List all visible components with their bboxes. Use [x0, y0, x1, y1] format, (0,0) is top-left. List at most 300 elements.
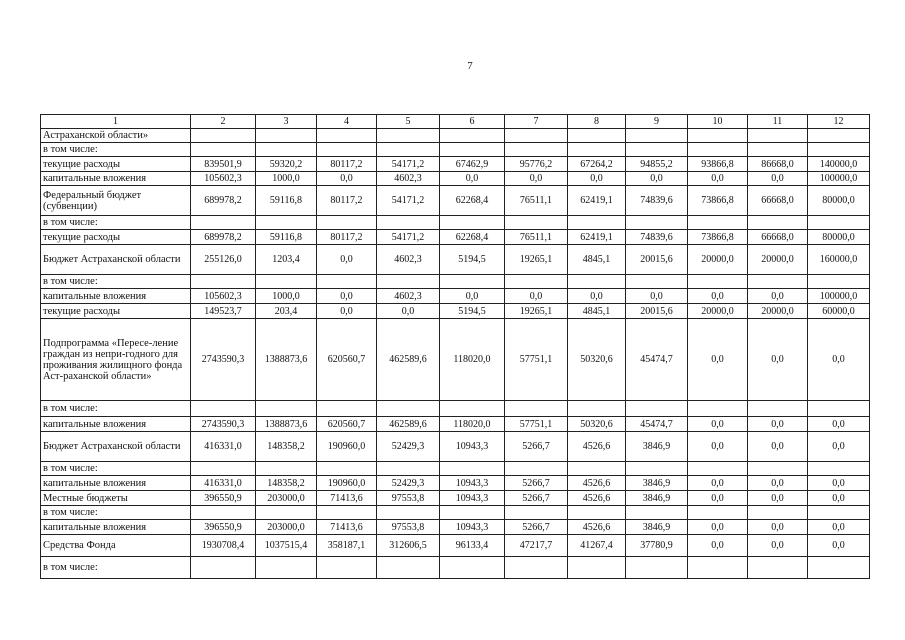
- table-cell: 73866,8: [688, 230, 748, 245]
- table-cell: 67264,2: [568, 157, 626, 172]
- table-cell: 148358,2: [256, 432, 317, 462]
- table-cell: 118020,0: [440, 319, 505, 401]
- table-cell: 4526,6: [568, 520, 626, 535]
- table-cell: 0,0: [688, 520, 748, 535]
- table-cell: 0,0: [808, 520, 870, 535]
- table-row: [41, 216, 870, 230]
- table-cell: 80000,0: [808, 186, 870, 216]
- table-cell: 10943,3: [440, 520, 505, 535]
- table-cell: [256, 143, 317, 157]
- table-cell: 0,0: [440, 289, 505, 304]
- table-cell: 20015,6: [626, 304, 688, 319]
- table-cell: [440, 401, 505, 417]
- table-cell: 93866,8: [688, 157, 748, 172]
- table-cell: 0,0: [688, 491, 748, 506]
- table-cell: [377, 557, 440, 579]
- table-cell: 86668,0: [748, 157, 808, 172]
- table-cell: 19265,1: [505, 245, 568, 275]
- table-cell: 0,0: [808, 319, 870, 401]
- row-label: Подпрограмма «Пересе-ление граждан из непри-годного для проживания жилищного фонда Аст-раханской области»: [41, 319, 191, 401]
- table-row: [41, 476, 870, 491]
- table-cell: 0,0: [748, 535, 808, 557]
- table-cell: 3846,9: [626, 520, 688, 535]
- table-cell: 396550,9: [191, 520, 256, 535]
- table-cell: [377, 216, 440, 230]
- table-cell: [626, 557, 688, 579]
- table-cell: [688, 129, 748, 143]
- table-cell: 0,0: [688, 417, 748, 432]
- row-label: в том числе:: [41, 401, 191, 417]
- table-cell: [748, 129, 808, 143]
- table-cell: 839501,9: [191, 157, 256, 172]
- table-cell: [505, 216, 568, 230]
- table-cell: 396550,9: [191, 491, 256, 506]
- column-header-row: [41, 115, 870, 129]
- table-cell: 4845,1: [568, 304, 626, 319]
- table-cell: [317, 216, 377, 230]
- table-cell: [505, 401, 568, 417]
- table-cell: [505, 129, 568, 143]
- table-cell: 95776,2: [505, 157, 568, 172]
- table-cell: 0,0: [688, 172, 748, 186]
- table-cell: [440, 275, 505, 289]
- table-cell: 190960,0: [317, 476, 377, 491]
- table-row: [41, 172, 870, 186]
- table-cell: 0,0: [317, 304, 377, 319]
- row-label: текущие расходы: [41, 304, 191, 319]
- table-cell: 74839,6: [626, 230, 688, 245]
- table-cell: 57751,1: [505, 417, 568, 432]
- table-cell: [191, 557, 256, 579]
- table-row: [41, 462, 870, 476]
- table-cell: 105602,3: [191, 172, 256, 186]
- table-cell: 62419,1: [568, 186, 626, 216]
- table-cell: 1000,0: [256, 172, 317, 186]
- table-cell: 0,0: [568, 289, 626, 304]
- table-cell: 4845,1: [568, 245, 626, 275]
- table-row: [41, 491, 870, 506]
- table-row: [41, 230, 870, 245]
- table-cell: [505, 143, 568, 157]
- table-cell: [748, 143, 808, 157]
- table-cell: 45474,7: [626, 417, 688, 432]
- table-cell: 74839,6: [626, 186, 688, 216]
- table-cell: [568, 462, 626, 476]
- table-cell: [191, 216, 256, 230]
- table-cell: 1037515,4: [256, 535, 317, 557]
- table-cell: [748, 462, 808, 476]
- table-cell: 71413,6: [317, 491, 377, 506]
- table-cell: [317, 401, 377, 417]
- table-cell: [626, 275, 688, 289]
- table-cell: 0,0: [748, 172, 808, 186]
- table-cell: 20000,0: [748, 245, 808, 275]
- table-cell: [688, 557, 748, 579]
- table-cell: [191, 462, 256, 476]
- table-cell: [440, 143, 505, 157]
- table-cell: [808, 129, 870, 143]
- table-cell: 1930708,4: [191, 535, 256, 557]
- table-cell: [505, 506, 568, 520]
- table-cell: [191, 275, 256, 289]
- table-cell: 0,0: [688, 535, 748, 557]
- table-body: [41, 115, 870, 579]
- table-cell: 2743590,3: [191, 319, 256, 401]
- row-label: в том числе:: [41, 216, 191, 230]
- table-cell: [688, 462, 748, 476]
- table-cell: 59116,8: [256, 186, 317, 216]
- table-cell: [808, 557, 870, 579]
- row-label: Бюджет Астраханской области: [41, 432, 191, 462]
- table-cell: 41267,4: [568, 535, 626, 557]
- table-cell: [626, 462, 688, 476]
- table-cell: 59116,8: [256, 230, 317, 245]
- table-cell: 0,0: [748, 476, 808, 491]
- table-cell: 50320,6: [568, 319, 626, 401]
- table-cell: 0,0: [748, 432, 808, 462]
- table-cell: [688, 506, 748, 520]
- table-cell: [191, 143, 256, 157]
- table-cell: 0,0: [688, 476, 748, 491]
- table-cell: [256, 129, 317, 143]
- table-cell: [568, 129, 626, 143]
- table-cell: 149523,7: [191, 304, 256, 319]
- table-row: [41, 535, 870, 557]
- table-cell: [440, 129, 505, 143]
- table-cell: [256, 216, 317, 230]
- table-cell: 80117,2: [317, 186, 377, 216]
- table-cell: [191, 401, 256, 417]
- table-cell: [317, 506, 377, 520]
- table-cell: 52429,3: [377, 432, 440, 462]
- table-cell: 5266,7: [505, 491, 568, 506]
- table-row: [41, 401, 870, 417]
- row-label: Бюджет Астраханской области: [41, 245, 191, 275]
- table-cell: 59320,2: [256, 157, 317, 172]
- row-label: Астраханской области»: [41, 129, 191, 143]
- table-row: [41, 186, 870, 216]
- table-cell: 462589,6: [377, 319, 440, 401]
- table-row: [41, 432, 870, 462]
- table-cell: 203000,0: [256, 491, 317, 506]
- table-cell: 620560,7: [317, 417, 377, 432]
- table-cell: [377, 275, 440, 289]
- table-cell: 0,0: [808, 535, 870, 557]
- table-cell: [317, 275, 377, 289]
- table-cell: 0,0: [808, 417, 870, 432]
- table-cell: 0,0: [317, 289, 377, 304]
- table-cell: 52429,3: [377, 476, 440, 491]
- table-cell: [505, 557, 568, 579]
- table-cell: 80117,2: [317, 230, 377, 245]
- table-cell: 0,0: [808, 476, 870, 491]
- table-cell: 203000,0: [256, 520, 317, 535]
- table-cell: 80117,2: [317, 157, 377, 172]
- row-label: в том числе:: [41, 506, 191, 520]
- table-cell: 0,0: [317, 245, 377, 275]
- table-cell: [568, 275, 626, 289]
- table-cell: [626, 216, 688, 230]
- table-cell: 80000,0: [808, 230, 870, 245]
- table-cell: [688, 401, 748, 417]
- table-cell: 3846,9: [626, 476, 688, 491]
- column-header: 5: [377, 115, 440, 129]
- row-label: Местные бюджеты: [41, 491, 191, 506]
- table-cell: 96133,4: [440, 535, 505, 557]
- table-cell: 416331,0: [191, 476, 256, 491]
- table-cell: 97553,8: [377, 520, 440, 535]
- table-cell: [505, 275, 568, 289]
- table-cell: 5266,7: [505, 432, 568, 462]
- table-cell: [568, 143, 626, 157]
- table-cell: [688, 216, 748, 230]
- table-cell: [808, 401, 870, 417]
- row-label: капитальные вложения: [41, 520, 191, 535]
- table-cell: 0,0: [505, 172, 568, 186]
- table-cell: 10943,3: [440, 476, 505, 491]
- column-header: 2: [191, 115, 256, 129]
- table-cell: [317, 462, 377, 476]
- table-cell: 54171,2: [377, 157, 440, 172]
- table-cell: [377, 506, 440, 520]
- table-cell: 20000,0: [688, 245, 748, 275]
- table-cell: [748, 506, 808, 520]
- table-cell: [256, 462, 317, 476]
- table-cell: [748, 401, 808, 417]
- table-cell: 0,0: [317, 172, 377, 186]
- row-label: капитальные вложения: [41, 172, 191, 186]
- table-cell: 689978,2: [191, 230, 256, 245]
- column-header: 11: [748, 115, 808, 129]
- table-cell: 20000,0: [688, 304, 748, 319]
- table-row: [41, 289, 870, 304]
- row-label: в том числе:: [41, 275, 191, 289]
- table-cell: 10943,3: [440, 432, 505, 462]
- table-cell: 689978,2: [191, 186, 256, 216]
- table-cell: 100000,0: [808, 289, 870, 304]
- row-label: капитальные вложения: [41, 417, 191, 432]
- table-cell: 62268,4: [440, 186, 505, 216]
- table-cell: 0,0: [748, 491, 808, 506]
- table-cell: [191, 506, 256, 520]
- table-cell: 60000,0: [808, 304, 870, 319]
- table-cell: 5194,5: [440, 245, 505, 275]
- table-cell: 62419,1: [568, 230, 626, 245]
- table-cell: 19265,1: [505, 304, 568, 319]
- table-cell: 5266,7: [505, 476, 568, 491]
- column-header: 9: [626, 115, 688, 129]
- column-header: 7: [505, 115, 568, 129]
- table-cell: 94855,2: [626, 157, 688, 172]
- table-cell: 97553,8: [377, 491, 440, 506]
- table-cell: 2743590,3: [191, 417, 256, 432]
- row-label: в том числе:: [41, 143, 191, 157]
- table-cell: 118020,0: [440, 417, 505, 432]
- table-cell: 4602,3: [377, 289, 440, 304]
- table-cell: [317, 129, 377, 143]
- table-cell: 76511,1: [505, 230, 568, 245]
- table-cell: 0,0: [748, 319, 808, 401]
- table-cell: 140000,0: [808, 157, 870, 172]
- table-cell: [808, 143, 870, 157]
- table-cell: [256, 557, 317, 579]
- table-cell: 620560,7: [317, 319, 377, 401]
- table-cell: 312606,5: [377, 535, 440, 557]
- table-cell: [568, 216, 626, 230]
- table-row: [41, 304, 870, 319]
- column-header: 6: [440, 115, 505, 129]
- table-cell: 148358,2: [256, 476, 317, 491]
- table-cell: 66668,0: [748, 230, 808, 245]
- table-cell: [256, 401, 317, 417]
- table-cell: 67462,9: [440, 157, 505, 172]
- column-header: 12: [808, 115, 870, 129]
- table-cell: [748, 275, 808, 289]
- table-cell: 0,0: [688, 432, 748, 462]
- table-cell: 1388873,6: [256, 319, 317, 401]
- table-cell: 416331,0: [191, 432, 256, 462]
- page-number: 7: [467, 60, 473, 72]
- row-label: в том числе:: [41, 462, 191, 476]
- table-cell: 0,0: [748, 417, 808, 432]
- table-cell: [626, 143, 688, 157]
- table-cell: [808, 462, 870, 476]
- table-cell: 62268,4: [440, 230, 505, 245]
- table-cell: 0,0: [626, 172, 688, 186]
- table-cell: 4526,6: [568, 432, 626, 462]
- table-cell: [377, 401, 440, 417]
- table-cell: [568, 401, 626, 417]
- table-cell: 54171,2: [377, 230, 440, 245]
- table-cell: [568, 557, 626, 579]
- table-cell: 0,0: [688, 319, 748, 401]
- table-cell: [748, 557, 808, 579]
- table-cell: 50320,6: [568, 417, 626, 432]
- table-cell: [626, 129, 688, 143]
- row-label: текущие расходы: [41, 230, 191, 245]
- table-cell: 10943,3: [440, 491, 505, 506]
- row-label: Средства Фонда: [41, 535, 191, 557]
- table-cell: 54171,2: [377, 186, 440, 216]
- budget-table: [40, 114, 870, 579]
- table-cell: 37780,9: [626, 535, 688, 557]
- table-cell: 358187,1: [317, 535, 377, 557]
- table-cell: [626, 401, 688, 417]
- table-row: [41, 417, 870, 432]
- table-cell: 0,0: [568, 172, 626, 186]
- table-cell: 0,0: [505, 289, 568, 304]
- table-cell: 5194,5: [440, 304, 505, 319]
- row-label: капитальные вложения: [41, 476, 191, 491]
- row-label: в том числе:: [41, 557, 191, 579]
- table-cell: [440, 557, 505, 579]
- table-cell: 5266,7: [505, 520, 568, 535]
- table-cell: 4526,6: [568, 476, 626, 491]
- table-cell: [505, 462, 568, 476]
- table-cell: 66668,0: [748, 186, 808, 216]
- table-cell: [377, 143, 440, 157]
- table-cell: 0,0: [626, 289, 688, 304]
- table-cell: [256, 275, 317, 289]
- table-cell: 0,0: [748, 289, 808, 304]
- table-cell: 0,0: [748, 520, 808, 535]
- table-cell: 0,0: [808, 432, 870, 462]
- table-cell: 4602,3: [377, 245, 440, 275]
- table-cell: [440, 506, 505, 520]
- table-cell: 1000,0: [256, 289, 317, 304]
- table-cell: 203,4: [256, 304, 317, 319]
- table-cell: [317, 143, 377, 157]
- table-cell: 73866,8: [688, 186, 748, 216]
- table-row: [41, 157, 870, 172]
- table-cell: [748, 216, 808, 230]
- table-cell: [808, 216, 870, 230]
- table-cell: 160000,0: [808, 245, 870, 275]
- table-cell: 462589,6: [377, 417, 440, 432]
- table-cell: 3846,9: [626, 491, 688, 506]
- table-row: [41, 506, 870, 520]
- table-cell: [568, 506, 626, 520]
- column-header: 4: [317, 115, 377, 129]
- table-cell: 47217,7: [505, 535, 568, 557]
- table-row: [41, 143, 870, 157]
- table-row: [41, 275, 870, 289]
- table-cell: [440, 462, 505, 476]
- row-label: капитальные вложения: [41, 289, 191, 304]
- table-cell: 76511,1: [505, 186, 568, 216]
- table-cell: 3846,9: [626, 432, 688, 462]
- table-cell: [688, 275, 748, 289]
- table-cell: 0,0: [808, 491, 870, 506]
- table-cell: 255126,0: [191, 245, 256, 275]
- table-cell: 0,0: [377, 304, 440, 319]
- row-label: текущие расходы: [41, 157, 191, 172]
- table-cell: [440, 216, 505, 230]
- table-row: [41, 557, 870, 579]
- table-cell: 20015,6: [626, 245, 688, 275]
- table-cell: 100000,0: [808, 172, 870, 186]
- table-cell: 20000,0: [748, 304, 808, 319]
- table-cell: 4526,6: [568, 491, 626, 506]
- table-cell: [626, 506, 688, 520]
- column-header: 10: [688, 115, 748, 129]
- table-cell: 57751,1: [505, 319, 568, 401]
- table-cell: 45474,7: [626, 319, 688, 401]
- column-header: 3: [256, 115, 317, 129]
- table-cell: 1388873,6: [256, 417, 317, 432]
- table-cell: [317, 557, 377, 579]
- table-cell: [256, 506, 317, 520]
- table-cell: [808, 275, 870, 289]
- table-cell: 0,0: [688, 289, 748, 304]
- table-cell: 105602,3: [191, 289, 256, 304]
- table-row: [41, 319, 870, 401]
- table-cell: [191, 129, 256, 143]
- table-cell: 71413,6: [317, 520, 377, 535]
- table-row: [41, 129, 870, 143]
- table-cell: 1203,4: [256, 245, 317, 275]
- table-cell: 190960,0: [317, 432, 377, 462]
- table-row: [41, 245, 870, 275]
- table-cell: [688, 143, 748, 157]
- table-cell: [377, 462, 440, 476]
- column-header: 8: [568, 115, 626, 129]
- table-cell: 4602,3: [377, 172, 440, 186]
- table-row: [41, 520, 870, 535]
- table-cell: [808, 506, 870, 520]
- table-cell: [377, 129, 440, 143]
- column-header: 1: [41, 115, 191, 129]
